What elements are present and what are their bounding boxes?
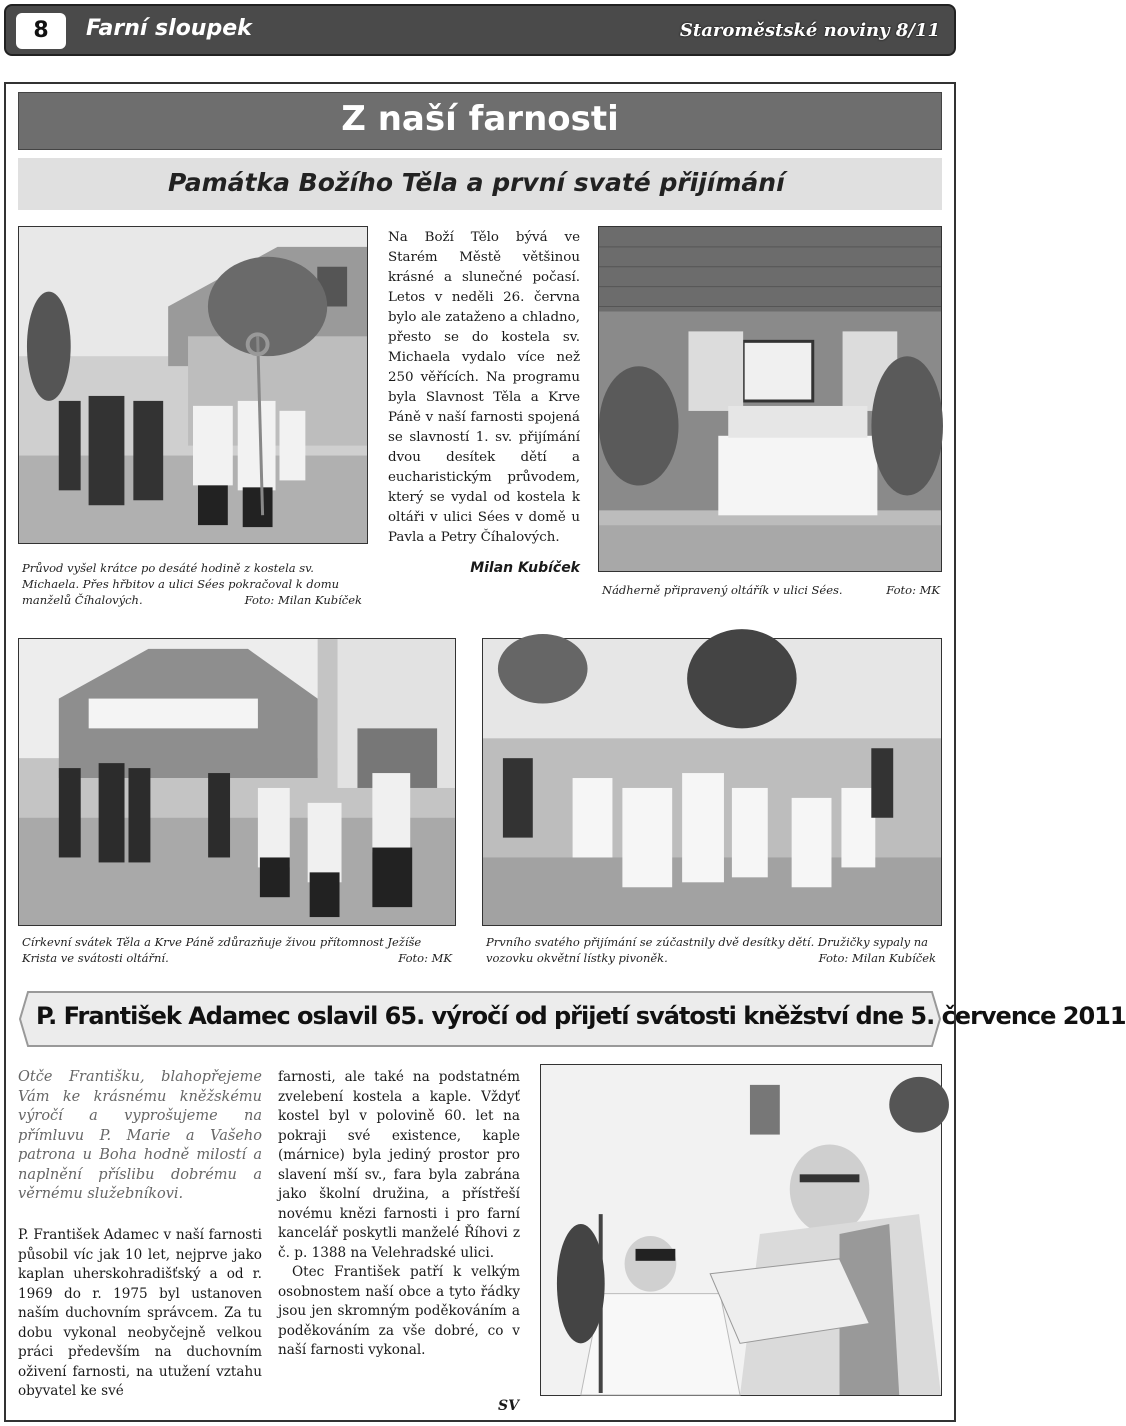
main-title: Z naší farnosti (341, 99, 619, 139)
article2-paragraph-2: farnosti, ale také na podstatném zvelebení kostela a kaple. Vždyť kostel byl v polovině 60. let na pokraji své existence, kaple (márnice) byla jediný prostor pro slavení mší sv., fara byla zabrána jako školní družina, a přístřeší novému knězi farnosti i pro farní kancelář poskytli manželé Říhovi z č. p. 1388 na Velehradské ulici. (278, 1069, 520, 1261)
newspaper-title: Staroměstské noviny 8/11 (679, 20, 940, 41)
photo1-caption: Průvod vyšel krátce po desáté hodině z kostela sv. Michaela. Přes hřbitov a ulici Sées pokračoval k domu manželů Číhalových. Foto: Milan Kubíček (22, 561, 362, 607)
photo2-credit: Foto: MK (886, 583, 940, 597)
altar-photo (598, 226, 942, 572)
photo4-caption: Prvního svatého přijímání se zúčastnily dvě desítky dětí. Družičky sypaly na vozovku okvětní lístky pivoněk. Foto: Milan Kubíček (486, 935, 936, 965)
article2-paragraph-1: P. František Adamec v naší farnosti působil víc jak 10 let, nejprve jako kaplan uherskohradišťský a od r. 1969 do r. 1975 byl ustanoven naším duchovním správcem. Za tu dobu vykonal neobyčejně velkou práci především na duchovním oživení farnosti, na utužení vztahu obyvatel ke své (18, 1227, 262, 1399)
article2-lead: Otče Františku, blahopřejeme Vám ke krásnému kněžskému výročí a vyprošujeme na přímluvu P. Marie a Vašeho patrona u Boha hodně milostí a naplnění příslibu dobrému a věrnému služebníkovi. (18, 1069, 262, 1202)
article2-title: P. František Adamec oslavil 65. výročí od přijetí svátosti kněžství dne 5. července 2011 (36, 1002, 1126, 1030)
main-title-bar (18, 92, 942, 150)
article2-column-2 (278, 1068, 520, 1361)
first-communion-photo (482, 638, 942, 926)
article2-signature: SV (498, 1398, 519, 1414)
photo3-caption: Církevní svátek Těla a Krve Páně zdůrazňuje živou přítomnost Ježíše Krista ve svátosti oltářní. Foto: MK (22, 935, 452, 965)
page-number: 8 (16, 13, 66, 49)
photo3-credit: Foto: MK (398, 951, 452, 965)
baldachin-procession-photo (18, 638, 456, 926)
article1-author: Milan Kubíček (470, 560, 580, 576)
article2-title-bar (18, 990, 1126, 1048)
section-title: Farní sloupek (86, 16, 252, 41)
page-header (4, 4, 956, 56)
photo4-credit: Foto: Milan Kubíček (818, 951, 936, 965)
article1-title-bar (18, 158, 942, 210)
article1-body: Na Boží Tělo bývá ve Starém Městě většinou krásné a slunečné počasí. Letos v neděli 26. června bylo ale zataženo a chladno, přesto se do kostela sv. Michaela vydalo více než 250 věřících. Na programu byla Slavnost Těla a Krve Páně v naší farnosti spojená se slavností 1. sv. přijímání dvou desítek dětí a eucharistickým průvodem, který se vydal od kostela k oltáři v ulici Sées v domě u Pavla a Petry Číhalových. Milan Kubíček (388, 230, 580, 576)
article2-paragraph-3: Otec František patří k velkým osobnostem naší obce a tyto řádky jsou jen skromným poděkováním a poděkováním za vše dobré, co v naší farnosti vykonal. (278, 1264, 520, 1358)
procession-photo (18, 226, 368, 544)
priest-photo (540, 1064, 942, 1396)
article1-title: Památka Božího Těla a první svaté přijímání (168, 168, 785, 197)
photo2-caption: Nádherně připravený oltářík v ulici Sées. Foto: MK (602, 583, 940, 597)
photo1-credit: Foto: Milan Kubíček (244, 593, 362, 607)
